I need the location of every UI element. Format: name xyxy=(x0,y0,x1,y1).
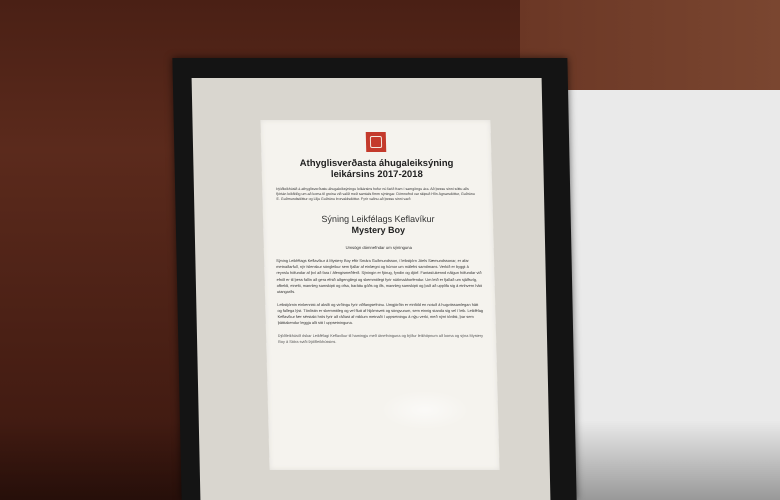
show-company: Sýning Leikfélags Keflavíkur xyxy=(321,214,435,225)
closing-paragraph: Þjóðleikhúsið óskar Leikfélagi Keflavíkur til hamingju með útnefninguna og býður leikhópnum að koma og sýna Mystery Boy á Stóra sviði Þjóðleikhússins. xyxy=(277,332,484,344)
title-line-1: Athyglisverðasta áhugaleiksýning xyxy=(299,158,454,169)
glass-glare xyxy=(380,390,470,430)
jury-paragraph-1: Sýning Leikfélags Keflavíkur á Mystery Boy eftir Smára Guðmundsson, í leikstjórn Jóels Sæmundssonar, er afar metnaðarfull, nýr íslenskur söngleikur sem fjallar af einlægni og húmor um málefni samtímans. Verkið er byggt á reynslu höfundar af því að fara í áfengismeðferð. Sýningin er fjörug, fyndin og djörf. Fantasíukennd nálgun höfundar við efnið er til þess fallin að gera efnið aðgengilegt og skemmtilegt fyrir nútímaáhorfendur. Um leið er fjallað um sjálfsvíg, ofbeldi, einelti, mannleg samskipti og ofsa, baráttu góðs og ills, mannleg samskipti og það að upplifa sig á einhvern hátt utangarðs. xyxy=(276,258,482,294)
intro-paragraph: Þjóðleikhúsið á athyglisverðustu áhugaleiksýningu leikársins hefur nú farið fram í samgöngu ára. Að þessu sinni sóttu alls fjórtán leikfélög um að koma til greina við valið með samtals fimm sýningar. Dómnefnd var skipuð Hlín Agnarsdóttur, Guðrúnu E. Guðmundsdóttur og Lilju Guðrúnu Þorvaldsdóttur. Fyrir valinu að þessu sinni varð xyxy=(276,186,475,202)
title-line-2: leikársins 2017-2018 xyxy=(330,169,423,181)
show-title: Mystery Boy xyxy=(351,225,406,236)
certificate-title xyxy=(271,158,482,181)
jury-paragraph-2: Leikstjórnin einkennist af aksði og virðingu fyrir viðfangsefninu. Umgjörðin er einföld en notuð á hugvitssamlegan hátt og fallega lýst. Tónlistin er skemmtileg og vel flutt af hljómsveit og söngvurum, sem einnig standa sig vel í leik. Leikfélag Keflavíkur fær sérstakt hrós fyrir að ráðast af miklum metnaði í uppsetningu á nýju verki, með nýrri tónlist, þar sem þátttakendur leggja allt sitt í uppsetninguna. xyxy=(277,301,484,325)
theatre-emblem-icon xyxy=(366,132,387,152)
jury-subheading: Umsögn dómnefndar um sýninguna xyxy=(345,245,413,251)
